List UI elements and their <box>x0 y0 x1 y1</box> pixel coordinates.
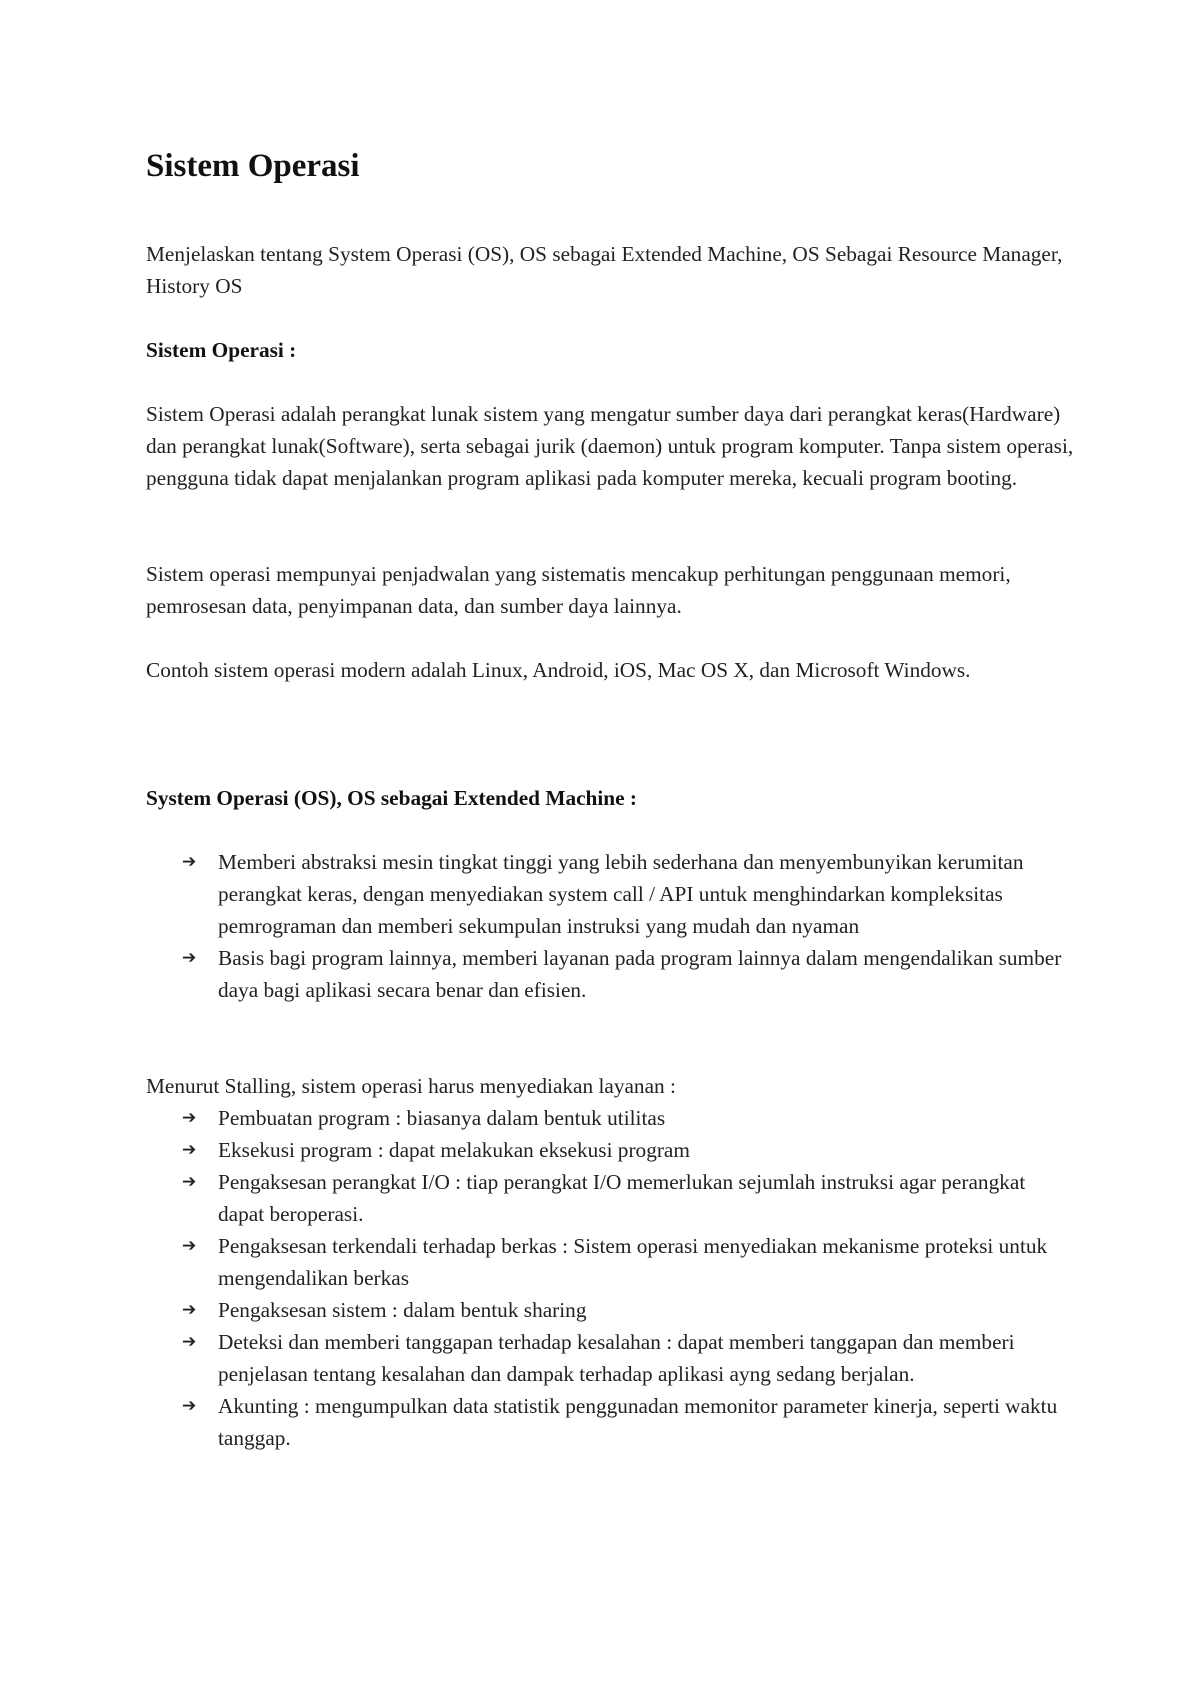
arrow-bullet-icon: ➔ <box>182 1108 197 1128</box>
arrow-bullet-icon: ➔ <box>182 1332 197 1352</box>
list-item <box>146 846 1076 942</box>
list-item-text: Memberi abstraksi mesin tingkat tinggi yang lebih sederhana dan menyembunyikan kerumitan perangkat keras, dengan menyediakan system call / API untuk menghindarkan kompleksitas pemrograman dan memberi sekumpulan instruksi yang mudah dan nyaman <box>218 850 1024 938</box>
arrow-bullet-icon: ➔ <box>182 948 197 968</box>
list-item <box>146 1326 1076 1390</box>
stalling-services-list <box>146 1102 1076 1454</box>
list-item <box>146 1102 1076 1134</box>
list-item <box>146 1134 1076 1166</box>
list-item-text: Akunting : mengumpulkan data statistik penggunadan memonitor parameter kinerja, seperti waktu tanggap. <box>218 1394 1058 1450</box>
arrow-bullet-icon: ➔ <box>182 1396 197 1416</box>
list-item-text: Pengaksesan sistem : dalam bentuk sharing <box>218 1298 587 1322</box>
extended-machine-list <box>146 846 1076 1006</box>
scheduling-paragraph: Sistem operasi mempunyai penjadwalan yang sistematis mencakup perhitungan penggunaan memori, pemrosesan data, penyimpanan data, dan sumber daya lainnya. <box>146 562 1011 618</box>
list-item-text: Pengaksesan terkendali terhadap berkas : Sistem operasi menyediakan mekanisme proteksi untuk mengendalikan berkas <box>218 1234 1048 1290</box>
list-item <box>146 942 1076 1006</box>
list-item-text: Basis bagi program lainnya, memberi layanan pada program lainnya dalam mengendalikan sumber daya bagi aplikasi secara benar dan efisien. <box>218 946 1062 1002</box>
arrow-bullet-icon: ➔ <box>182 1172 197 1192</box>
list-item <box>146 1294 1076 1326</box>
section-heading-sistem-operasi: Sistem Operasi : <box>146 338 297 362</box>
list-item-text: Deteksi dan memberi tanggapan terhadap kesalahan : dapat memberi tanggapan dan memberi penjelasan tentang kesalahan dan dampak terhadap aplikasi ayng sedang berjalan. <box>218 1330 1015 1386</box>
list-item-text: Pengaksesan perangkat I/O : tiap perangkat I/O memerlukan sejumlah instruksi agar perangkat dapat beroperasi. <box>218 1170 1026 1226</box>
arrow-bullet-icon: ➔ <box>182 1236 197 1256</box>
list-item <box>146 1166 1076 1230</box>
list-item <box>146 1230 1076 1294</box>
arrow-bullet-icon: ➔ <box>182 1300 197 1320</box>
stalling-lead-paragraph: Menurut Stalling, sistem operasi harus menyediakan layanan : <box>146 1074 676 1098</box>
list-item <box>146 1390 1076 1454</box>
arrow-bullet-icon: ➔ <box>182 852 197 872</box>
arrow-bullet-icon: ➔ <box>182 1140 197 1160</box>
page-title: Sistem Operasi <box>146 148 360 184</box>
examples-paragraph: Contoh sistem operasi modern adalah Linux, Android, iOS, Mac OS X, dan Microsoft Windows. <box>146 658 971 682</box>
intro-paragraph: Menjelaskan tentang System Operasi (OS), OS sebagai Extended Machine, OS Sebagai Resource Manager, History OS <box>146 242 1063 298</box>
list-item-text: Pembuatan program : biasanya dalam bentuk utilitas <box>218 1106 666 1130</box>
section-heading-extended-machine: System Operasi (OS), OS sebagai Extended Machine : <box>146 786 638 810</box>
list-item-text: Eksekusi program : dapat melakukan eksekusi program <box>218 1138 690 1162</box>
definition-paragraph: Sistem Operasi adalah perangkat lunak sistem yang mengatur sumber daya dari perangkat keras(Hardware) dan perangkat lunak(Software), serta sebagai jurik (daemon) untuk program komputer. Tanpa sistem operasi, pengguna tidak dapat menjalankan program aplikasi pada komputer mereka, kecuali program booting. <box>146 402 1074 490</box>
